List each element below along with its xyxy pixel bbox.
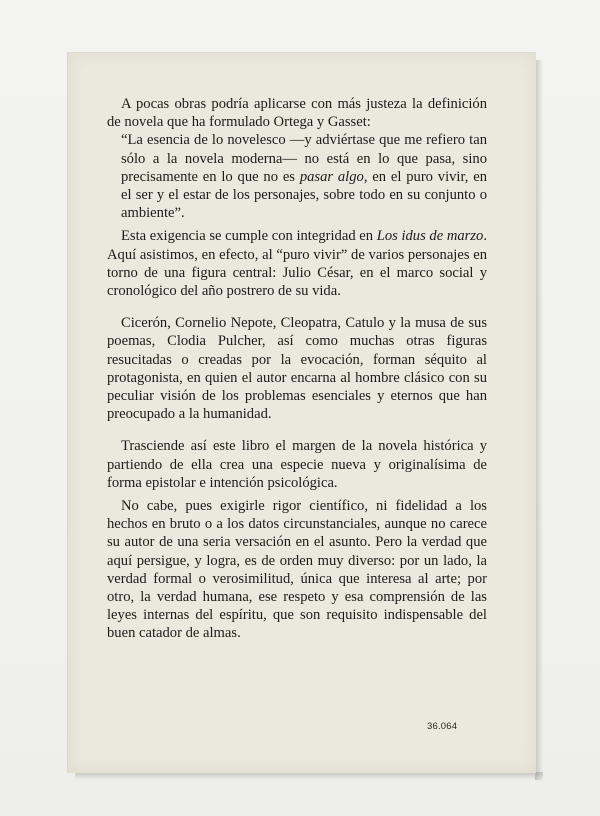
- paragraph-truth: No cabe, pues exigirle rigor científico, ni fidelidad a los hechos en bruto o a los datos circunstanciales, aunque no carece su autor de una seria versación en el asunto. Pero la verdad que aquí persigue, y logra, es de orden muy diverso: por un lado, la verdad formal o verosimilitud, única que interesa al arte; por otro, la verdad humana, ese respeto y esa comprensión de las leyes internas del espíritu, que son requisito indispensable del buen catador de almas.: [107, 498, 487, 642]
- blurb-text: [107, 95, 487, 643]
- quote-emphasis: pasar algo: [299, 168, 364, 185]
- quote-text-end: , en el puro vivir, en el ser y el estar de los personajes, sobre todo en su conjunto o ambiente”.: [121, 168, 487, 222]
- book-shadow-bottom: [75, 772, 543, 780]
- catalog-number: 36.064: [427, 721, 458, 732]
- paragraph-intro: A pocas obras podría aplicarse con más justeza la definición de novela que ha formulado Ortega y Gasset:: [107, 96, 487, 131]
- book-shadow-right: [535, 60, 543, 780]
- paragraph-idus: [107, 227, 487, 300]
- paragraph-characters: Cicerón, Cornelio Nepote, Cleopatra, Catulo y la musa de sus poemas, Clodia Pulcher, así como muchas otras figuras resucitadas o creadas por la evocación, forman séquito al protagonista, en quien el autor encarna al hombre clásico con su peculiar visión de los problemas esenciales y eternos que han preocupado a la humanidad.: [107, 315, 487, 423]
- idus-text-end: . Aquí asistimos, en efecto, al “puro vivir” de varios personajes en torno de una figura central: Julio César, en el marco social y cronológico del año postrero de su vida.: [107, 228, 487, 300]
- paragraph-quote: [107, 131, 487, 222]
- book-title-emphasis: Los idus de marzo: [376, 228, 484, 245]
- idus-text-start: Esta exigencia se cumple con integridad en: [121, 228, 377, 245]
- paragraph-genre: Trasciende así este libro el margen de la novela histórica y partiendo de ella crea una especie nueva y originalísima de forma epistolar e intención psicológica.: [107, 438, 487, 491]
- book-back-cover: [67, 52, 536, 773]
- quote-text-start: “La esencia de lo novelesco —y adviértase que me refiero tan sólo a la novela moderna— no está en lo que pasa, sino precisamente en lo que no es: [121, 132, 487, 185]
